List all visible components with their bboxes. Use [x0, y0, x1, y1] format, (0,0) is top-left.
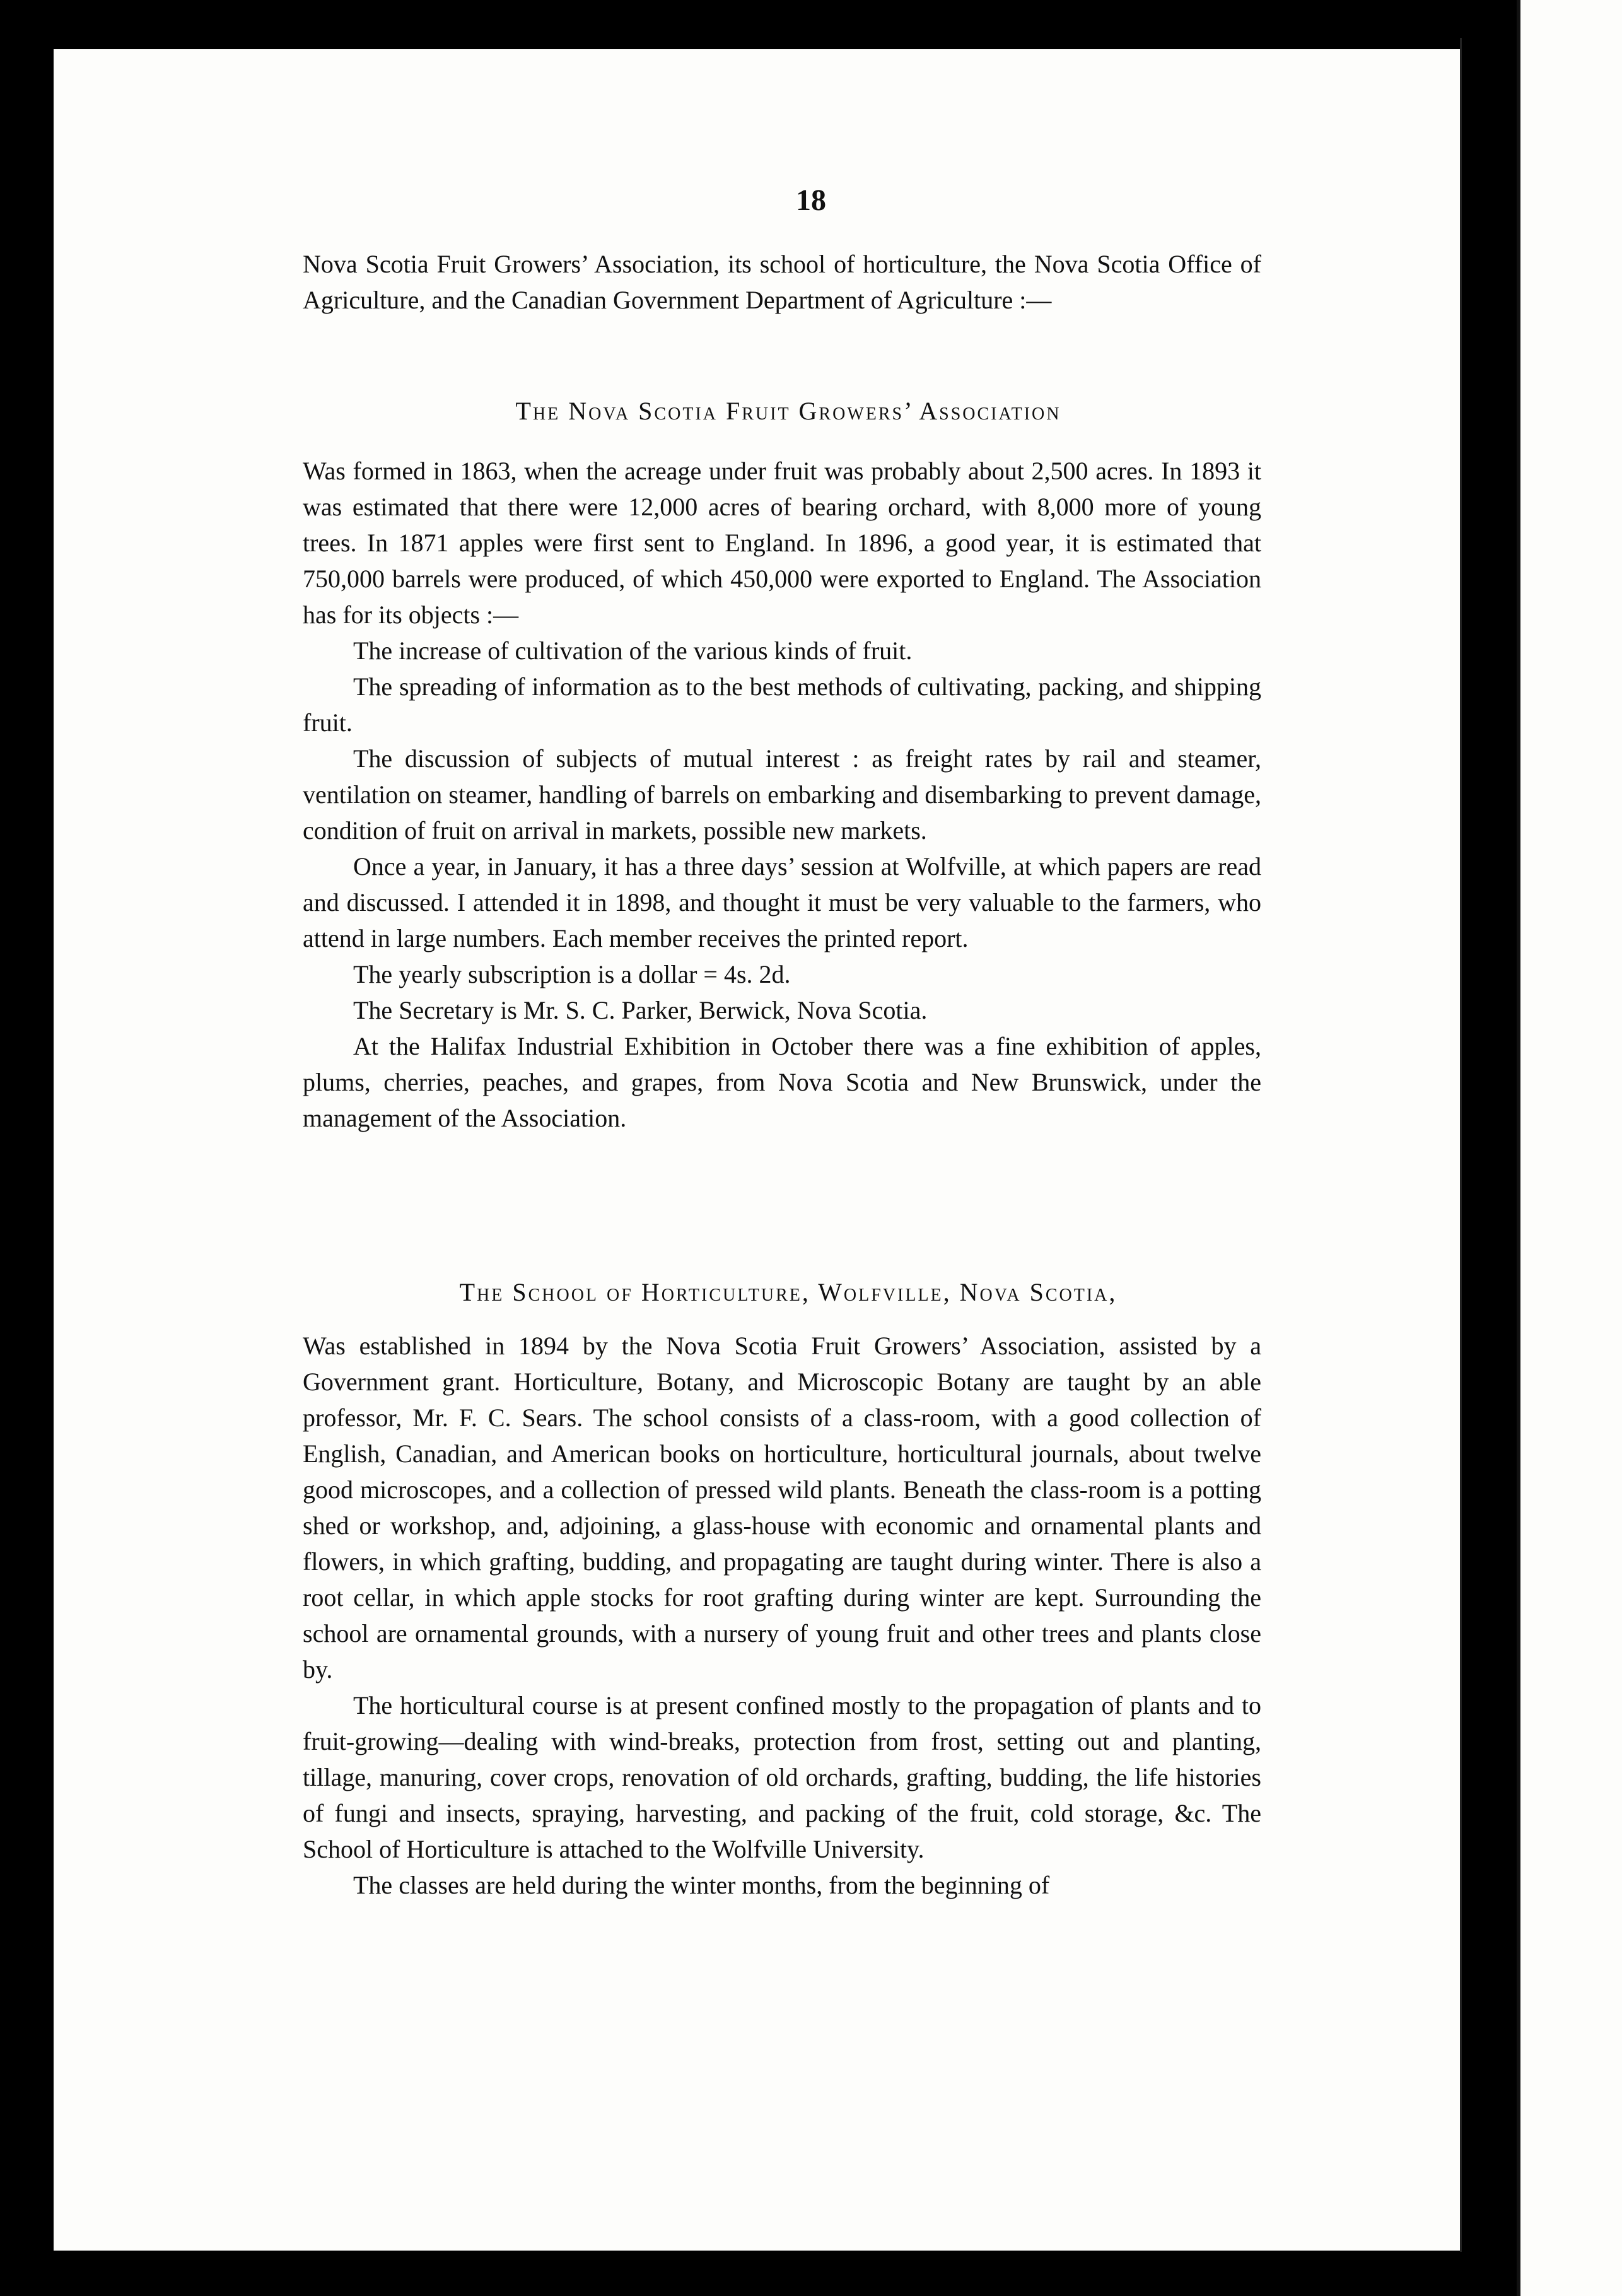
- section-heading-school-of-horticulture: The School of Horticulture, Wolfville, Nova Scotia,: [459, 1278, 1117, 1306]
- paragraph: Was established in 1894 by the Nova Scotia Fruit Growers’ Association, assisted by a Government grant. Horticulture, Botany, and Microscopic Botany are taught by an able professor, Mr. F. C. Sears. The school consists of a class-room, with a good collection of English, Canadian, and American books on horticulture, horticultural journals, about twelve good microscopes, and a collection of pressed wild plants. Beneath the class-room is a potting shed or workshop, and, adjoining, a glass-house with economic and ornamental plants and flowers, in which grafting, budding, and propagating are taught during winter. There is also a root cellar, in which apple stocks for root grafting during winter are kept. Surrounding the school are ornamental grounds, with a nursery of young fruit and other trees and plants close by.: [303, 1332, 1261, 1684]
- section-school-body: [303, 1328, 1261, 1903]
- scanned-page: [54, 49, 1460, 2251]
- paragraph: The discussion of subjects of mutual interest : as freight rates by rail and steamer, ventilation on steamer, handling of barrels on embarking and disembarking to prevent damage, condition of fruit on arrival in markets, possible new markets.: [303, 744, 1261, 845]
- intro-text: Nova Scotia Fruit Growers’ Association, its school of horticulture, the Nova Scotia Office of Agriculture, and the Canadian Government Department of Agriculture :—: [303, 250, 1261, 314]
- adjacent-page-edge: [1517, 0, 1622, 2296]
- paragraph: The classes are held during the winter months, from the beginning of: [353, 1871, 1050, 1899]
- section-fruit-growers-body: [303, 453, 1261, 1136]
- paragraph: The horticultural course is at present confined mostly to the propagation of plants and to fruit-growing—dealing with wind-breaks, protection from frost, setting out and planting, tillage, manuring, cover crops, renovation of old orchards, grafting, budding, the life histories of fungi and insects, spraying, harvesting, and packing of the fruit, cold storage, &c. The School of Horticulture is attached to the Wolfville University.: [303, 1691, 1261, 1863]
- paragraph: Was formed in 1863, when the acreage under fruit was probably about 2,500 acres. In 1893 it was estimated that there were 12,000 acres of bearing orchard, with 8,000 more of young trees. In 1871 apples were first sent to England. In 1896, a good year, it is estimated that 750,000 barrels were produced, of which 450,000 were exported to England. The Association has for its objects :—: [303, 457, 1261, 629]
- page-number: 18: [796, 184, 826, 217]
- paragraph: The Secretary is Mr. S. C. Parker, Berwick, Nova Scotia.: [353, 996, 928, 1024]
- paragraph: The spreading of information as to the best methods of cultivating, packing, and shipping fruit.: [303, 672, 1261, 737]
- paragraph: At the Halifax Industrial Exhibition in October there was a fine exhibition of apples, plums, cherries, peaches, and grapes, from Nova Scotia and New Brunswick, under the management of the Association.: [303, 1032, 1261, 1132]
- paragraph: Once a year, in January, it has a three days’ session at Wolfville, at which papers are read and discussed. I attended it in 1898, and thought it must be very valuable to the farmers, who attend in large numbers. Each member receives the printed report.: [303, 852, 1261, 952]
- intro-paragraph: [303, 246, 1261, 318]
- paragraph: The yearly subscription is a dollar = 4s. 2d.: [353, 960, 791, 988]
- adjacent-page-border: [1517, 0, 1520, 2296]
- page-edge-line: [1460, 38, 1462, 2252]
- paragraph: The increase of cultivation of the various kinds of fruit.: [353, 636, 913, 665]
- section-heading-fruit-growers: The Nova Scotia Fruit Growers’ Association: [515, 397, 1061, 425]
